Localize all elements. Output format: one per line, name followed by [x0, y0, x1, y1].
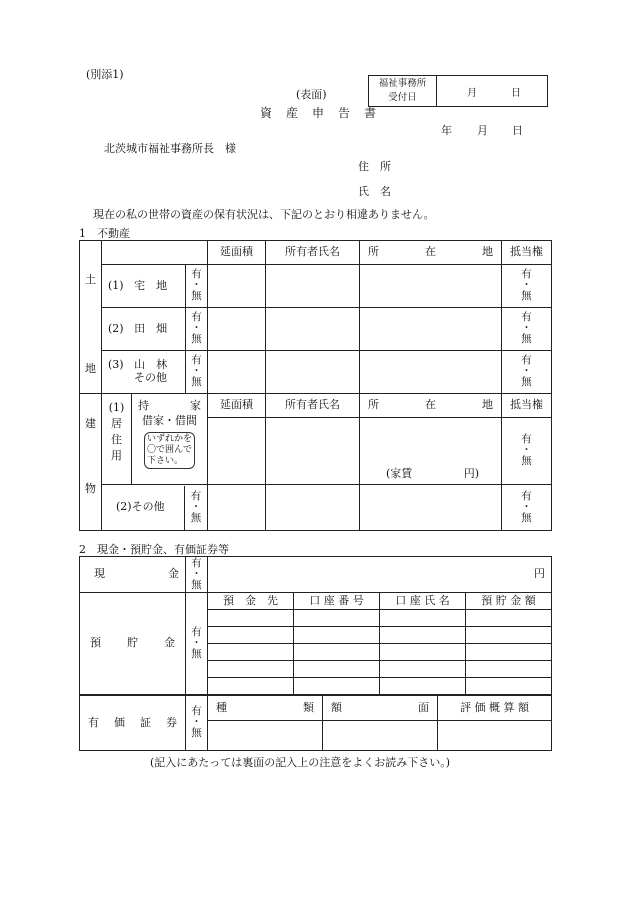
residence-char: 居	[111, 416, 122, 430]
col-location-a: 所	[368, 245, 379, 259]
securities-header-row	[80, 696, 552, 721]
date-year[interactable]: 年	[441, 124, 452, 137]
cash-label-b: 金	[168, 567, 179, 581]
securities-type[interactable]	[208, 721, 323, 751]
securities-label: 有 価 証 券	[80, 696, 186, 751]
addressee: 北茨城市福祉事務所長 様	[104, 142, 236, 155]
building-header-row	[80, 394, 552, 418]
col-mortgage: 抵当権	[502, 241, 552, 265]
savings-cell[interactable]	[466, 661, 552, 678]
securities-yes-no[interactable]: 有 ・ 無	[186, 696, 208, 751]
land-farmland-location[interactable]	[360, 308, 502, 351]
building-other-yes-no[interactable]: 有 ・ 無	[184, 486, 207, 530]
land-forest-location[interactable]	[360, 351, 502, 394]
owned-house-label-a: 持	[138, 399, 149, 412]
savings-yes-no[interactable]: 有 ・ 無	[186, 593, 208, 695]
savings-cell[interactable]	[466, 678, 552, 695]
land-farmland-owner[interactable]	[266, 308, 360, 351]
land-residential-area[interactable]	[208, 265, 266, 308]
building-group-label-bottom: 物	[85, 481, 96, 495]
land-header-blank	[102, 241, 208, 265]
land-row	[80, 265, 552, 308]
land-group-label-bottom: 地	[85, 361, 96, 375]
savings-cell[interactable]	[208, 627, 294, 644]
land-row	[80, 308, 552, 351]
date-month[interactable]: 月	[477, 124, 488, 137]
residence-char: 用	[111, 448, 122, 462]
savings-cell[interactable]	[380, 661, 466, 678]
section1-title: 1 不動産	[79, 227, 130, 240]
cash-label-a: 現	[94, 567, 105, 581]
owned-house-label-b: 家	[190, 399, 201, 412]
savings-cell[interactable]	[380, 644, 466, 661]
land-residential-owner[interactable]	[266, 265, 360, 308]
building-col-location	[360, 394, 502, 418]
circle-instruction-note: いずれかを 〇で囲んで 下さい。	[144, 432, 195, 468]
building-other-label: (2)その他	[116, 500, 165, 514]
assets-table	[79, 556, 552, 695]
reception-date-label: 受付日	[388, 92, 417, 103]
savings-label: 預 貯 金	[80, 593, 186, 695]
securities-table	[79, 695, 552, 751]
land-table	[79, 240, 552, 394]
cash-yes-no[interactable]: 有 ・ 無	[186, 557, 208, 593]
land-forest-number: (3)	[108, 358, 124, 372]
savings-cell[interactable]	[380, 678, 466, 695]
savings-cell[interactable]	[466, 627, 552, 644]
savings-cell[interactable]	[466, 610, 552, 627]
savings-header-row	[80, 593, 552, 610]
building-col-location-b: 在	[425, 398, 436, 412]
building-group-cell	[80, 394, 102, 531]
savings-cell[interactable]	[294, 678, 380, 695]
building-residence-mortgage[interactable]: 有 ・ 無	[502, 418, 552, 485]
land-group-label-top: 土	[85, 273, 96, 286]
securities-col-face-b: 面	[418, 700, 429, 714]
securities-face-value[interactable]	[323, 721, 438, 751]
building-table	[79, 393, 552, 531]
savings-cell[interactable]	[294, 610, 380, 627]
address-label[interactable]: 住 所	[358, 160, 391, 173]
securities-col-estimate: 評 価 概 算 額	[438, 696, 552, 721]
land-forest-yes-no[interactable]: 有 ・ 無	[186, 351, 208, 394]
rent-unit: 円)	[463, 467, 479, 481]
savings-col-account-number: 口 座 番 号	[294, 593, 380, 610]
building-other-area[interactable]	[208, 485, 266, 531]
building-other-mortgage[interactable]: 有 ・ 無	[502, 485, 552, 531]
declaration-text: 現在の私の世帯の資産の保有状況は、下記のとおり相違ありません。	[93, 208, 435, 221]
land-forest-label: 山 林	[134, 358, 168, 372]
name-label[interactable]: 氏 名	[358, 185, 391, 198]
savings-col-balance: 預 貯 金 額	[466, 593, 552, 610]
savings-cell[interactable]	[380, 610, 466, 627]
land-residential-location[interactable]	[360, 265, 502, 308]
building-residence-owner[interactable]	[266, 418, 360, 485]
col-floor-area: 延面積	[208, 241, 266, 265]
attachment-label: (別添1)	[86, 68, 124, 81]
securities-col-type	[208, 696, 323, 721]
building-other-owner[interactable]	[266, 485, 360, 531]
building-other-cell	[102, 485, 208, 531]
side-label: (表面)	[296, 88, 327, 101]
savings-cell[interactable]	[208, 644, 294, 661]
land-type-farmland	[102, 308, 186, 351]
land-type-forest	[102, 351, 186, 394]
land-forest-label-other: その他	[134, 371, 167, 384]
land-residential-yes-no[interactable]: 有 ・ 無	[186, 265, 208, 308]
savings-cell[interactable]	[294, 627, 380, 644]
securities-col-face-value	[323, 696, 438, 721]
residence-char: 住	[111, 432, 122, 446]
securities-col-face-a: 額	[331, 700, 342, 714]
land-farmland-label: 田 畑	[134, 321, 168, 335]
building-col-location-a: 所	[368, 398, 379, 412]
building-residence-area[interactable]	[208, 418, 266, 485]
land-header-row	[80, 241, 552, 265]
reception-office-cell	[369, 76, 437, 107]
reception-month: 月	[467, 88, 477, 99]
land-farmland-mortgage[interactable]: 有 ・ 無	[502, 308, 552, 351]
building-col-floor-area: 延面積	[208, 394, 266, 418]
residence-label-cell	[102, 394, 132, 485]
cash-label	[80, 557, 186, 593]
savings-cell[interactable]	[466, 644, 552, 661]
savings-col-account-name: 口 座 氏 名	[380, 593, 466, 610]
savings-cell[interactable]	[380, 627, 466, 644]
document-title: 資 産 申 告 書	[260, 106, 378, 120]
reception-day: 日	[511, 88, 521, 99]
col-owner-name: 所有者氏名	[266, 241, 360, 265]
building-other-row	[80, 485, 552, 531]
land-farmland-area[interactable]	[208, 308, 266, 351]
rent-label: (家賃	[386, 467, 413, 481]
reception-office-label: 福祉事務所	[378, 78, 427, 89]
land-residential-number: (1)	[108, 278, 124, 292]
building-other-location[interactable]	[360, 485, 502, 531]
land-farmland-yes-no[interactable]: 有 ・ 無	[186, 308, 208, 351]
cash-yen-unit: 円	[534, 567, 545, 581]
building-group-label-top: 建	[85, 417, 96, 430]
land-farmland-number: (2)	[108, 321, 124, 335]
land-forest-mortgage[interactable]: 有 ・ 無	[502, 351, 552, 394]
col-location-c: 地	[482, 245, 493, 259]
date-day[interactable]: 日	[512, 124, 523, 137]
residence-type-cell[interactable]	[132, 394, 208, 485]
securities-col-type-b: 類	[303, 700, 314, 714]
residence-number: (1)	[108, 401, 125, 414]
land-residential-mortgage[interactable]: 有 ・ 無	[502, 265, 552, 308]
savings-col-bank: 預 金 先	[208, 593, 294, 610]
savings-cell[interactable]	[294, 661, 380, 678]
land-group-cell	[80, 241, 102, 394]
land-type-residential	[102, 265, 186, 308]
savings-cell[interactable]	[294, 644, 380, 661]
building-residence-location[interactable]	[360, 418, 502, 485]
building-col-mortgage: 抵当権	[502, 394, 552, 418]
section2-title: 2 現金・預貯金、有価証券等	[79, 543, 229, 556]
col-location	[360, 241, 502, 265]
savings-cell[interactable]	[208, 610, 294, 627]
rental-label: 借家・借間	[142, 413, 197, 427]
land-residential-label: 宅 地	[134, 278, 168, 292]
savings-cell[interactable]	[208, 678, 294, 695]
col-location-b: 在	[425, 245, 436, 259]
cash-amount[interactable]	[208, 557, 552, 593]
reception-box	[368, 75, 548, 107]
land-forest-area[interactable]	[208, 351, 266, 394]
footer-note: (記入にあたっては裏面の記入上の注意をよくお読み下さい。)	[150, 756, 451, 769]
securities-estimate[interactable]	[438, 721, 552, 751]
building-col-owner-name: 所有者氏名	[266, 394, 360, 418]
land-row	[80, 351, 552, 394]
securities-col-type-a: 種	[216, 700, 227, 714]
savings-cell[interactable]	[208, 661, 294, 678]
building-col-location-c: 地	[482, 398, 493, 412]
cash-row	[80, 557, 552, 593]
land-forest-owner[interactable]	[266, 351, 360, 394]
